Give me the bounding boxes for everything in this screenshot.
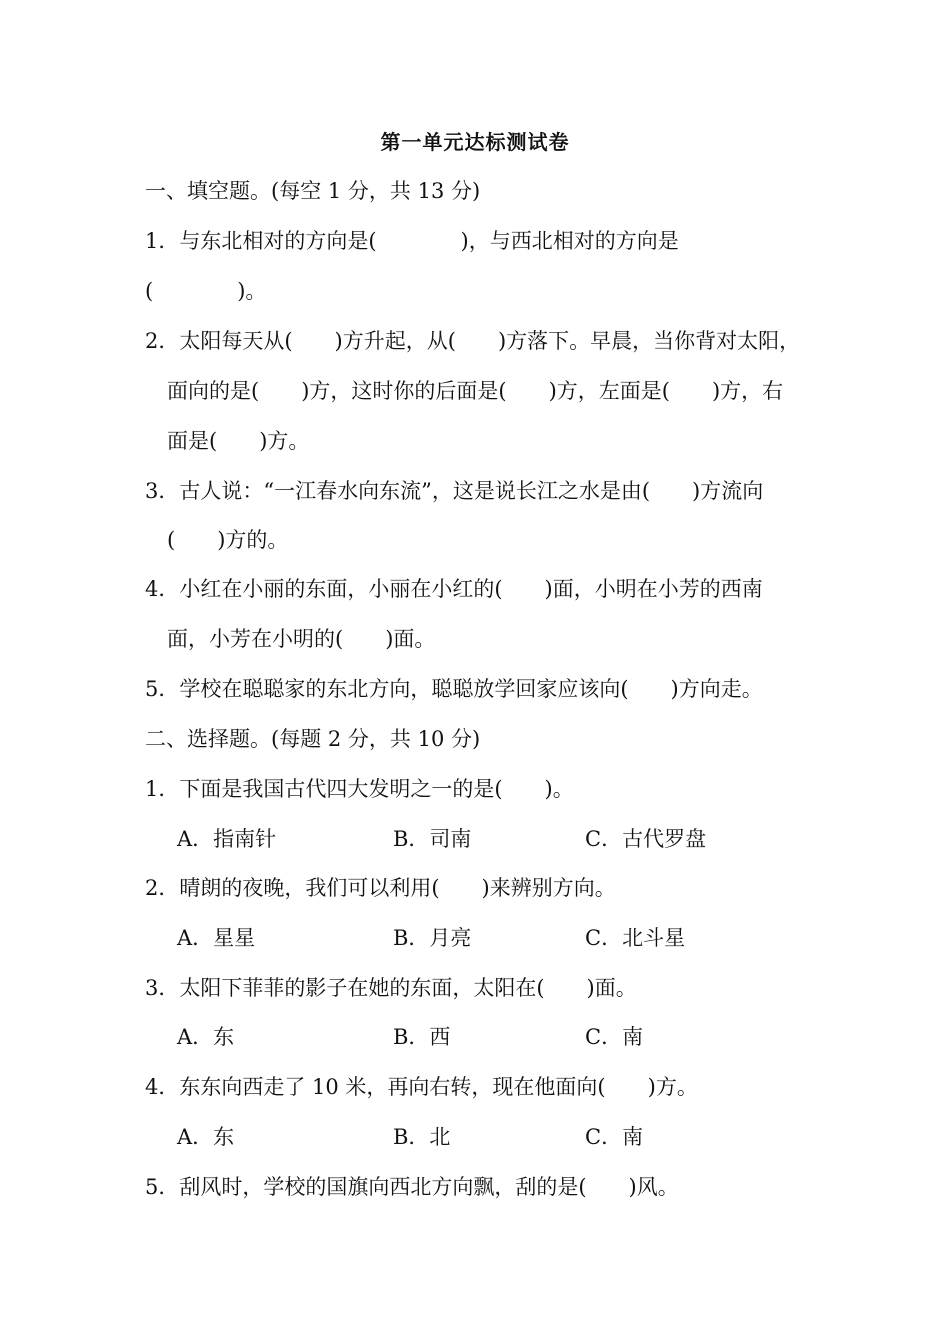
- question-1-3-line-2: ( )方的。: [167, 528, 289, 552]
- question-1-3-line-1: 3．古人说：“一江春水向东流”，这是说长江之水是由( )方流向: [145, 479, 764, 503]
- question-1-2-line-3: 面是( )方。: [167, 429, 310, 453]
- question-2-2-stem: 2．晴朗的夜晚，我们可以利用( )来辨别方向。: [145, 876, 616, 900]
- question-2-1-option-a: A．指南针: [177, 827, 277, 851]
- section-heading-multiple-choice: 二、选择题。(每题 2 分，共 10 分): [145, 727, 481, 751]
- question-2-4-stem: 4．东东向西走了 10 米，再向右转，现在他面向( )方。: [145, 1075, 698, 1099]
- question-2-2-option-b: B．月亮: [393, 926, 472, 950]
- question-2-4-option-a: A．东: [177, 1125, 235, 1149]
- section-heading-fill-blank: 一、填空题。(每空 1 分，共 13 分): [145, 179, 481, 203]
- question-2-1-stem: 1．下面是我国古代四大发明之一的是( )。: [145, 777, 574, 801]
- question-2-5-stem: 5．刮风时，学校的国旗向西北方向飘，刮的是( )风。: [145, 1175, 679, 1199]
- page-title: 第一单元达标测试卷: [380, 130, 570, 154]
- question-1-2-line-2: 面向的是( )方，这时你的后面是( )方，左面是( )方，右: [167, 379, 784, 403]
- question-2-3-option-c: C．南: [585, 1025, 644, 1049]
- question-1-1-line-1: 1．与东北相对的方向是( )，与西北相对的方向是: [145, 229, 679, 253]
- question-1-4-line-1: 4．小红在小丽的东面，小丽在小红的( )面，小明在小芳的西南: [145, 577, 763, 601]
- question-2-4-option-c: C．南: [585, 1125, 644, 1149]
- question-2-1-option-c: C．古代罗盘: [585, 827, 707, 851]
- question-1-1-line-2: ( )。: [145, 279, 267, 303]
- question-2-3-option-b: B．西: [393, 1025, 451, 1049]
- question-1-2-line-1: 2．太阳每天从( )方升起，从( )方落下。早晨，当你背对太阳，: [145, 329, 801, 353]
- question-2-3-stem: 3．太阳下菲菲的影子在她的东面，太阳在( )面。: [145, 976, 637, 1000]
- question-2-2-option-a: A．星星: [177, 926, 256, 950]
- question-1-4-line-2: 面，小芳在小明的( )面。: [167, 627, 436, 651]
- question-2-1-option-b: B．司南: [393, 827, 472, 851]
- question-1-5-line-1: 5．学校在聪聪家的东北方向，聪聪放学回家应该向( )方向走。: [145, 677, 763, 701]
- question-2-4-option-b: B．北: [393, 1125, 451, 1149]
- question-2-3-option-a: A．东: [177, 1025, 235, 1049]
- question-2-2-option-c: C．北斗星: [585, 926, 686, 950]
